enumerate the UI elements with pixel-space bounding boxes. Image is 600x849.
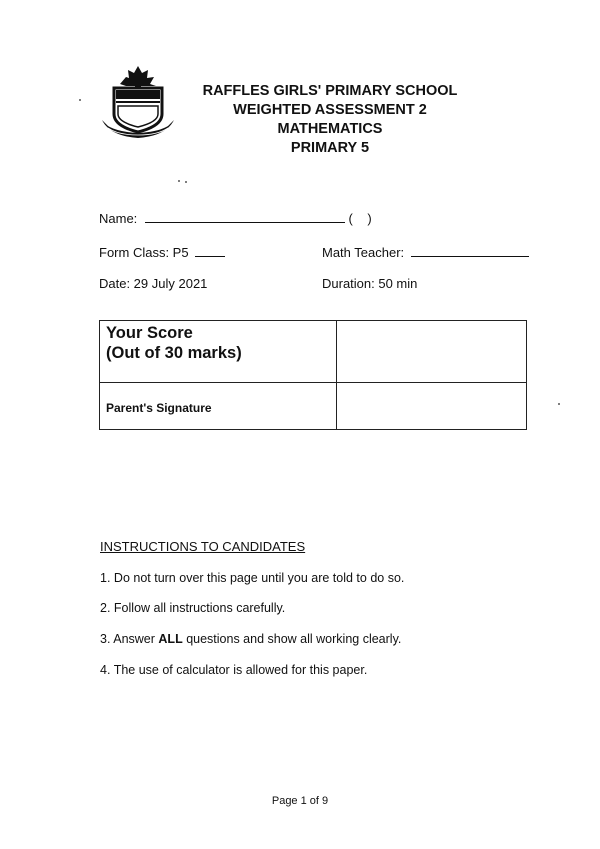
- assessment-title: WEIGHTED ASSESSMENT 2: [233, 102, 427, 118]
- score-label-line1: Your Score: [106, 324, 193, 342]
- score-label: [106, 323, 242, 363]
- name-row: [99, 211, 372, 226]
- table-divider: [336, 321, 337, 429]
- school-crest-logo: [98, 64, 178, 144]
- level-title: PRIMARY 5: [290, 140, 370, 156]
- school-name: RAFFLES GIRLS' PRIMARY SCHOOL: [202, 83, 458, 99]
- instruction-item-1: [100, 571, 404, 585]
- instruction-item-2: [100, 601, 285, 615]
- instruction-text-post: questions and show all working clearly.: [186, 632, 402, 646]
- math-teacher-label: Math Teacher:: [322, 245, 405, 260]
- instructions-title: INSTRUCTIONS TO CANDIDATES: [100, 539, 306, 554]
- parent-signature-label: Parent's Signature: [106, 401, 212, 415]
- instruction-item-3: [100, 632, 401, 646]
- instruction-number: 1.: [100, 571, 111, 585]
- instruction-text-pre: Answer: [113, 632, 155, 646]
- form-class-row: [99, 245, 225, 260]
- index-number-field[interactable]: ( ): [348, 211, 372, 226]
- name-label: Name:: [99, 211, 138, 226]
- date-text: Date: 29 July 2021: [99, 276, 208, 291]
- scan-speck: [178, 180, 180, 182]
- form-class-field[interactable]: [195, 246, 225, 257]
- math-teacher-row: [322, 245, 529, 260]
- scan-speck: [558, 403, 560, 405]
- score-table: [99, 320, 527, 430]
- name-field[interactable]: [145, 212, 345, 223]
- instruction-item-4: [100, 663, 367, 677]
- instruction-number: 3.: [100, 632, 111, 646]
- instruction-number: 4.: [100, 663, 111, 677]
- math-teacher-field[interactable]: [411, 246, 529, 257]
- scan-speck: [185, 181, 187, 183]
- instruction-text: The use of calculator is allowed for this paper.: [113, 663, 368, 677]
- subject-title: MATHEMATICS: [277, 121, 383, 137]
- page-number: Page 1 of 9: [271, 795, 329, 807]
- duration-text: Duration: 50 min: [322, 276, 418, 291]
- school-header: [180, 82, 480, 158]
- score-label-line2: (Out of 30 marks): [106, 344, 242, 362]
- instruction-text: Follow all instructions carefully.: [113, 601, 286, 615]
- form-class-label: Form Class: P5: [99, 245, 189, 260]
- instruction-number: 2.: [100, 601, 111, 615]
- instruction-text: Do not turn over this page until you are told to do so.: [113, 571, 405, 585]
- scan-speck: [79, 99, 81, 101]
- instruction-emphasis: ALL: [158, 632, 183, 646]
